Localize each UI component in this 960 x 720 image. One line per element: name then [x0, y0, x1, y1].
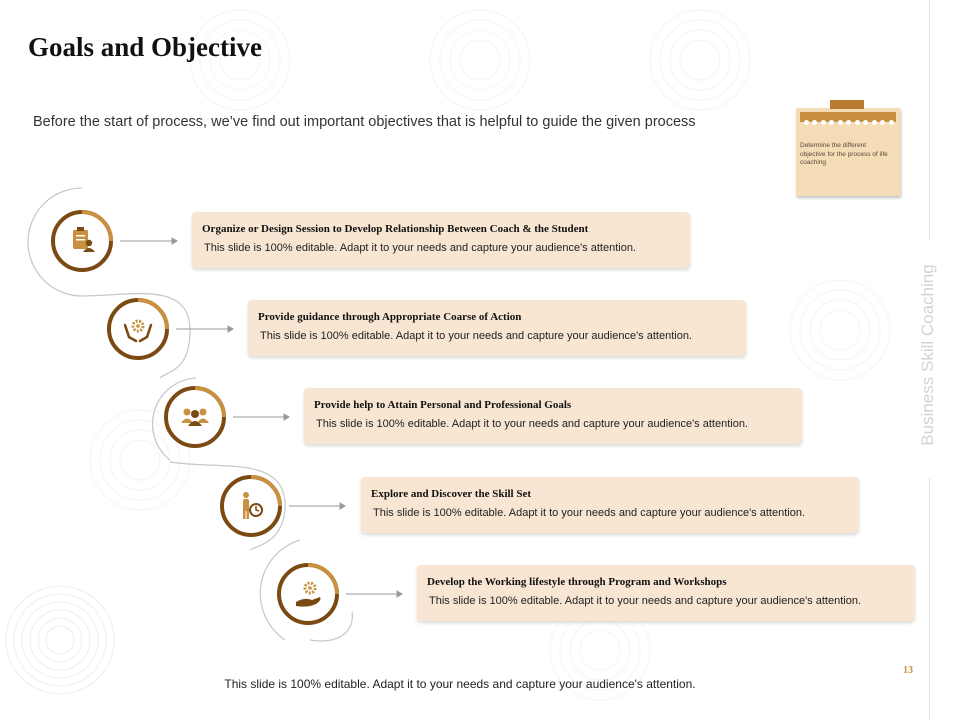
step-5-arrow	[346, 591, 402, 597]
note-text: Determine the different objective for the process of life coaching	[800, 142, 888, 166]
step-5-title: Develop the Working lifestyle through Program and Workshops	[427, 576, 727, 588]
step-2-arrow	[176, 326, 233, 332]
step-1-title: Organize or Design Session to Develop Relationship Between Coach & the Student	[202, 223, 589, 235]
step-4-box	[361, 477, 859, 533]
footer-note: This slide is 100% editable. Adapt it to your needs and capture your audience's attention.	[224, 677, 696, 691]
page-number: 13	[903, 665, 913, 676]
step-2-box	[248, 300, 746, 356]
step-4-description: This slide is 100% editable. Adapt it to your needs and capture your audience's attention.	[373, 507, 805, 519]
step-3-title: Provide help to Attain Personal and Professional Goals	[314, 399, 572, 411]
step-3-node	[166, 388, 224, 446]
step-3-box	[304, 388, 802, 444]
step-1-arrow	[120, 238, 177, 244]
side-label: Business Skill Coaching	[918, 264, 937, 446]
step-2-node	[109, 300, 167, 358]
step-5-description: This slide is 100% editable. Adapt it to your needs and capture your audience's attention.	[429, 595, 861, 607]
step-5-node	[279, 565, 337, 623]
step-4-node	[222, 477, 280, 535]
step-2-description: This slide is 100% editable. Adapt it to your needs and capture your audience's attention.	[260, 330, 692, 342]
slide-title: Goals and Objective	[28, 32, 262, 62]
step-3-description: This slide is 100% editable. Adapt it to your needs and capture your audience's attention.	[316, 418, 748, 430]
step-4-title: Explore and Discover the Skill Set	[371, 488, 532, 500]
step-1-box	[192, 212, 690, 268]
step-5-box	[417, 565, 915, 621]
step-1-description: This slide is 100% editable. Adapt it to your needs and capture your audience's attention.	[204, 242, 636, 254]
step-4-arrow	[289, 503, 345, 509]
slide-subtitle: Before the start of process, we’ve find out important objectives that is helpful to guide the given process	[33, 114, 696, 130]
step-3-arrow	[233, 414, 289, 420]
step-1-node	[53, 212, 111, 270]
step-2-title: Provide guidance through Appropriate Coarse of Action	[258, 311, 522, 323]
